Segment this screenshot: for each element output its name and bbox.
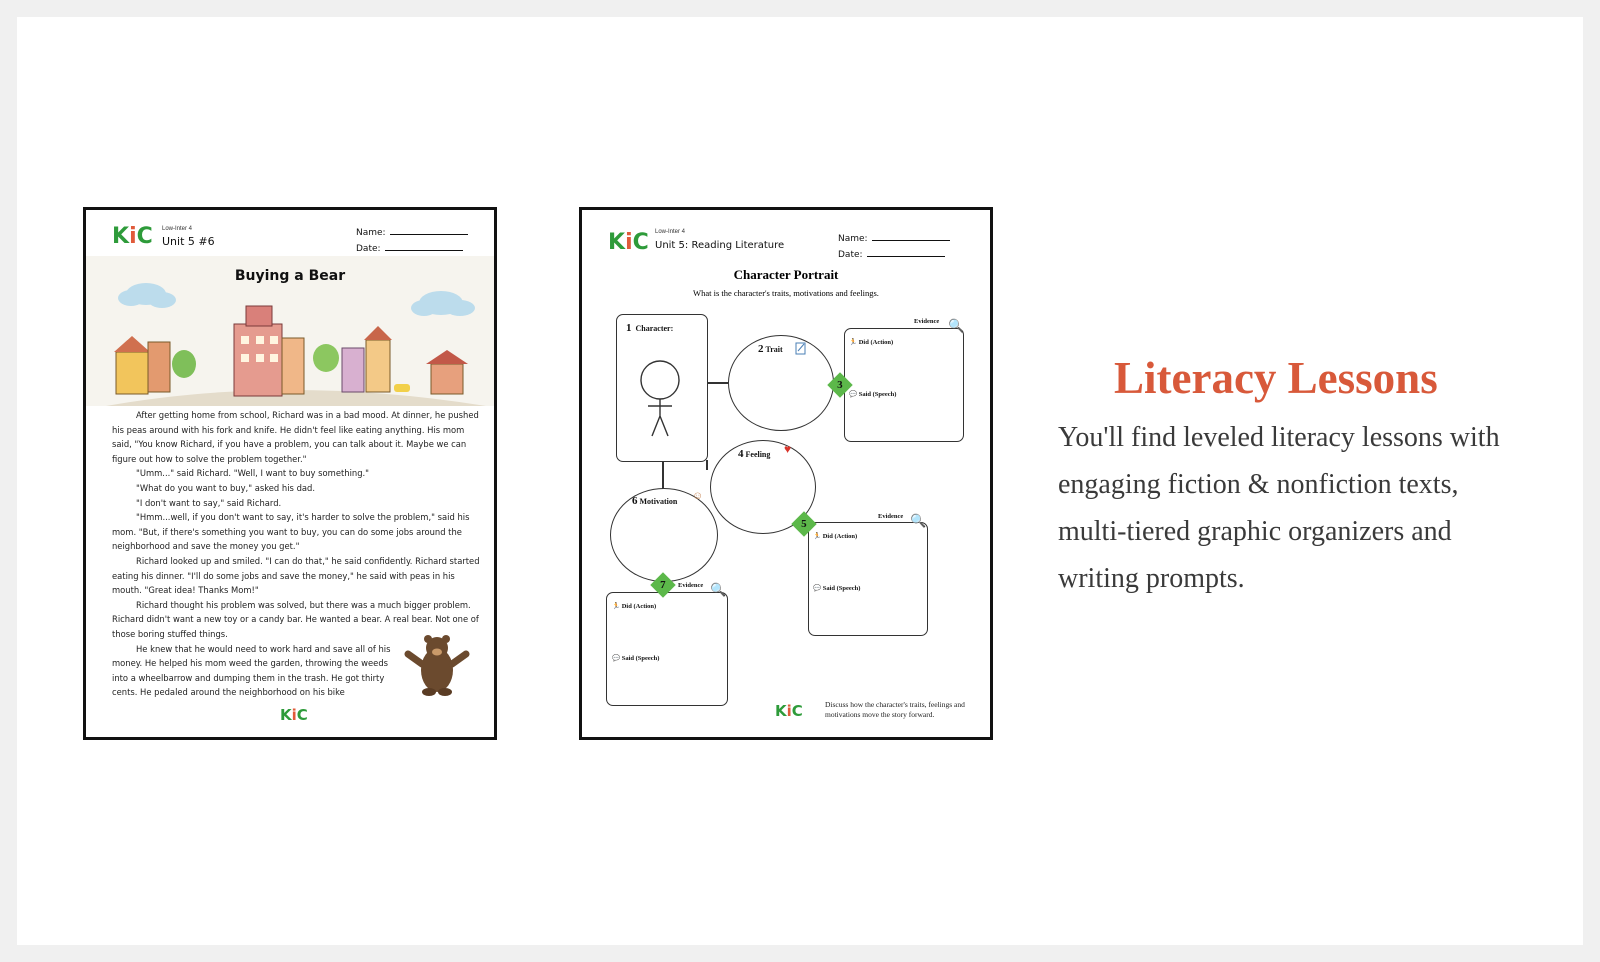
thinking-face-icon: ☺ — [692, 490, 704, 502]
name-field: Name: — [356, 226, 468, 238]
worksheet-buying-a-bear[interactable] — [83, 207, 497, 740]
date-field: Date: — [838, 248, 945, 260]
said-speech-label: 💬 Said (Speech) — [813, 585, 861, 592]
step-badge-3: 3 — [827, 372, 852, 397]
unit-label: Unit 5: Reading Literature — [655, 240, 785, 251]
story-paragraph: Richard looked up and smiled. "I can do that," he said confidently. Richard started eating his dinner. "I'll do some jobs and save the money," he said with peas in his mouth. "Great idea! Thanks Mom!" — [112, 555, 480, 596]
unit-label: Unit 5 #6 — [162, 235, 215, 248]
did-action-label: 🏃 Did (Action) — [612, 603, 657, 610]
bear-illustration — [404, 634, 470, 696]
magnifier-icon: 🔍 — [948, 318, 965, 333]
worksheet-footer-note: Discuss how the character's traits, feelings and motivations move the story forward. — [825, 700, 965, 719]
story-paragraph: Richard thought his problem was solved, but there was a much bigger problem. Richard didn't want a new toy or a candy bar. He wanted a bear. A real bear. Not one of those boring stuffed things. — [112, 599, 479, 639]
worksheet-subtitle: What is the character's traits, motivations and feelings. — [693, 288, 879, 298]
said-speech-label: 💬 Said (Speech) — [612, 655, 660, 662]
section-heading: Literacy Lessons — [1114, 353, 1438, 403]
name-field: Name: — [838, 232, 950, 244]
story-paragraph: After getting home from school, Richard was in a bad mood. At dinner, he pushed his peas around with his fork and knife. He didn't feel like eating anything. His mom said, "You know Richard, if you have a problem, you can talk about it. Maybe we can figure out how to solve the problem together." — [112, 410, 479, 464]
trait-label: 2 Trait — [758, 343, 783, 355]
kic-logo-footer: KiC — [280, 706, 308, 724]
character-label: 1 Character: — [626, 322, 674, 334]
feeling-label: 4 Feeling — [738, 448, 771, 460]
magnifier-icon: 🔍 — [910, 513, 927, 528]
story-paragraph: He knew that he would need to work hard and save all of his money. He helped his mom weed the garden, throwing the weeds into a wheelbarrow and dumping them in the trash. He got thirty cents. He pedaled around the neighborhood on his bike — [112, 643, 391, 698]
heart-icon: ♥ — [784, 442, 792, 456]
kic-logo-footer: KiC — [775, 702, 803, 720]
evidence-label: Evidence — [878, 513, 904, 520]
worksheet-character-portrait[interactable] — [579, 207, 993, 740]
did-action-label: 🏃 Did (Action) — [849, 339, 894, 346]
kic-logo: KiC — [112, 224, 153, 249]
story-paragraph: "What do you want to buy," asked his dad. — [136, 482, 315, 493]
step-badge-5: 5 — [791, 511, 816, 536]
level-label: Low-Inter 4 — [655, 229, 686, 235]
section-description: You'll find leveled literacy lessons with engaging fiction & nonfiction texts, multi-tiered graphic organizers and writing prompts. — [1058, 422, 1500, 594]
evidence-label: Evidence — [678, 582, 704, 589]
story-paragraph: "Hmm...well, if you don't want to say, it's harder to solve the problem," said his mom. "But, if there's something you want to buy, you can do some jobs around the neighborhood and save the money you get." — [112, 512, 470, 552]
kic-logo: KiC — [608, 230, 649, 255]
worksheet-title: Character Portrait — [733, 267, 839, 282]
story-paragraph: "I don't want to say," said Richard. — [136, 497, 282, 508]
motivation-label: 6 Motivation — [632, 495, 678, 507]
date-field: Date: — [356, 242, 463, 254]
magnifier-icon: 🔍 — [710, 582, 727, 597]
did-action-label: 🏃 Did (Action) — [813, 533, 858, 540]
step-badge-7: 7 — [650, 572, 675, 597]
stick-figure-icon — [638, 360, 682, 440]
story-title: Buying a Bear — [234, 268, 346, 284]
level-label: Low-Inter 4 — [162, 226, 193, 232]
evidence-label: Evidence — [914, 318, 940, 325]
said-speech-label: 💬 Said (Speech) — [849, 391, 897, 398]
story-paragraph: "Umm..." said Richard. "Well, I want to buy something." — [136, 468, 370, 479]
pencil-note-icon — [795, 341, 807, 355]
